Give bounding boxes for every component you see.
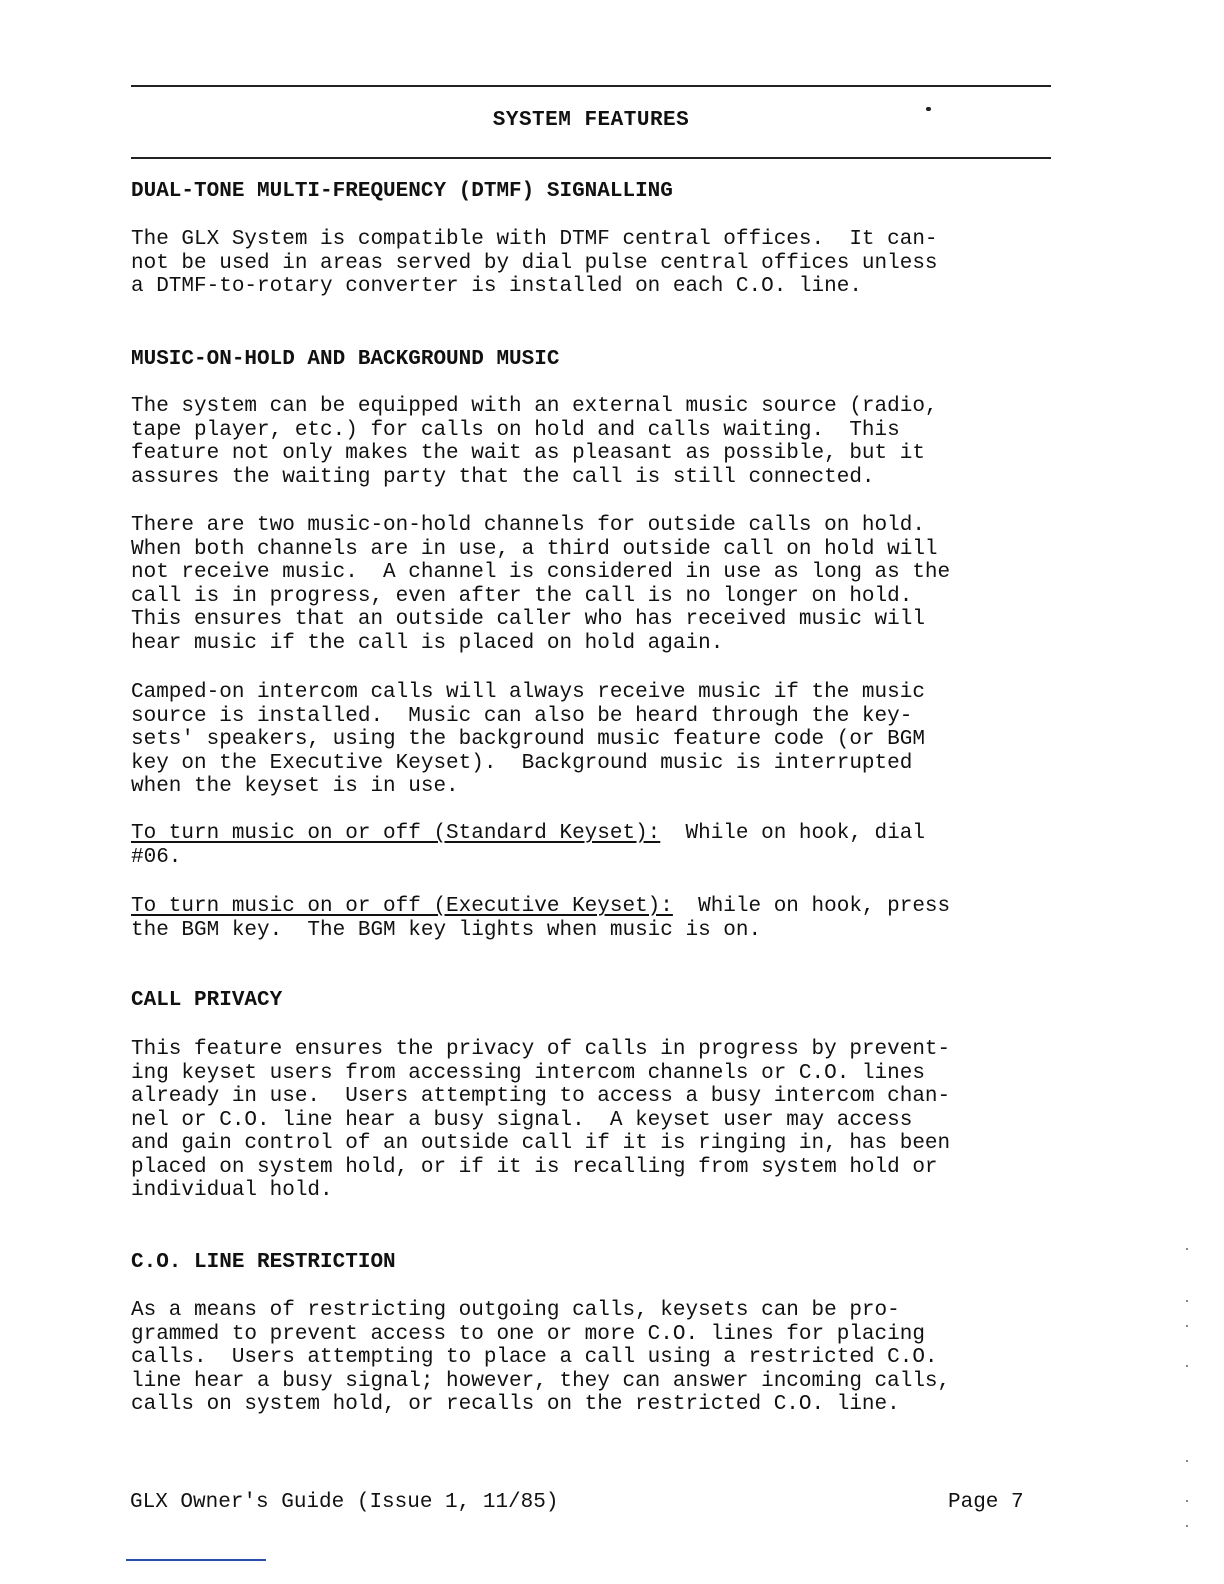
scan-speck <box>1186 1460 1188 1462</box>
text-line: grammed to prevent access to one or more C.O. lines for placing <box>131 1322 925 1346</box>
text-line: call is in progress, even after the call is no longer on hold. <box>131 584 913 608</box>
paragraph-restriction <box>131 1299 1061 1417</box>
instruction-text: While on hook, press <box>672 895 951 918</box>
text-line: The system can be equipped with an external music source (radio, <box>131 395 938 418</box>
text-line: ing keyset users from accessing intercom channels or C.O. lines <box>131 1061 925 1085</box>
page-title: SYSTEM FEATURES <box>492 109 690 132</box>
text-line: Camped-on intercom calls will always receive music if the music <box>131 681 925 704</box>
header-top-rule <box>131 85 1051 87</box>
text-line: assures the waiting party that the call is still connected. <box>131 465 875 489</box>
text-line: not receive music. A channel is considered in use as long as the <box>131 561 951 584</box>
text-line: a DTMF-to-rotary converter is installed on each C.O. line. <box>131 275 862 298</box>
scan-speck <box>1186 1500 1188 1502</box>
text-line: sets' speakers, using the background music feature code (or BGM <box>131 728 925 751</box>
instruction-executive-keyset <box>131 895 1061 942</box>
text-line: feature not only makes the wait as pleasant as possible, but it <box>131 442 925 465</box>
section-heading-dtmf: DUAL-TONE MULTI-FREQUENCY (DTMF) SIGNALLING <box>131 180 673 203</box>
paragraph-music-2 <box>131 514 1061 655</box>
instruction-label: To turn music on or off (Executive Keyset): <box>131 895 673 918</box>
scan-speck <box>1186 1365 1188 1367</box>
text-line: As a means of restricting outgoing calls, keysets can be pro- <box>131 1299 900 1322</box>
text-line: This ensures that an outside caller who has received music will <box>131 608 925 631</box>
header-bottom-rule <box>131 157 1051 159</box>
scan-speck <box>1186 1525 1188 1527</box>
footer-guide-title: GLX Owner's Guide (Issue 1, 11/85) <box>130 1491 559 1514</box>
instruction-label: To turn music on or off (Standard Keyset): <box>131 822 661 845</box>
paragraph-music-3 <box>131 681 1061 799</box>
text-line: and gain control of an outside call if it is ringing in, has been <box>131 1132 951 1155</box>
instruction-text: While on hook, dial <box>660 822 925 845</box>
text-line: key on the Executive Keyset). Background music is interrupted <box>131 751 913 775</box>
text-line: There are two music-on-hold channels for outside calls on hold. <box>131 514 925 537</box>
text-line: line hear a busy signal; however, they can answer incoming calls, <box>131 1369 951 1393</box>
section-heading-music: MUSIC-ON-HOLD AND BACKGROUND MUSIC <box>131 348 560 371</box>
scan-speck <box>1186 1248 1188 1250</box>
text-line: calls. Users attempting to place a call using a restricted C.O. <box>131 1346 938 1369</box>
text-line: not be used in areas served by dial pulse central offices unless <box>131 251 938 275</box>
instruction-line <box>131 822 1061 846</box>
text-line: already in use. Users attempting to access a busy intercom chan- <box>131 1085 951 1108</box>
text-line: individual hold. <box>131 1179 333 1202</box>
text-line: nel or C.O. line hear a busy signal. A keyset user may access <box>131 1108 913 1132</box>
instruction-standard-keyset <box>131 822 1061 869</box>
text-line: when the keyset is in use. <box>131 775 459 798</box>
text-line: #06. <box>131 845 182 869</box>
text-line: hear music if the call is placed on hold again. <box>131 631 724 655</box>
footer-page-number: Page 7 <box>948 1491 1024 1514</box>
paragraph-music-1 <box>131 395 1061 489</box>
paragraph-dtmf <box>131 228 1061 299</box>
text-line: The GLX System is compatible with DTMF central offices. It can- <box>131 228 938 251</box>
instruction-line <box>131 895 1061 919</box>
section-heading-privacy: CALL PRIVACY <box>131 989 283 1012</box>
text-line: the BGM key. The BGM key lights when music is on. <box>131 918 762 942</box>
section-heading-restriction: C.O. LINE RESTRICTION <box>131 1251 396 1274</box>
scan-speck <box>1186 1325 1188 1327</box>
text-line: placed on system hold, or if it is recalling from system hold or <box>131 1155 938 1179</box>
paragraph-privacy <box>131 1038 1061 1203</box>
text-line: calls on system hold, or recalls on the restricted C.O. line. <box>131 1393 900 1416</box>
text-line: When both channels are in use, a third outside call on hold will <box>131 537 938 561</box>
scan-speck <box>1186 1300 1188 1302</box>
text-line: tape player, etc.) for calls on hold and calls waiting. This <box>131 418 900 442</box>
ink-speck <box>926 107 931 111</box>
text-line: This feature ensures the privacy of calls in progress by prevent- <box>131 1038 951 1061</box>
text-line: source is installed. Music can also be heard through the key- <box>131 704 913 728</box>
footer-mark-line <box>126 1559 266 1561</box>
